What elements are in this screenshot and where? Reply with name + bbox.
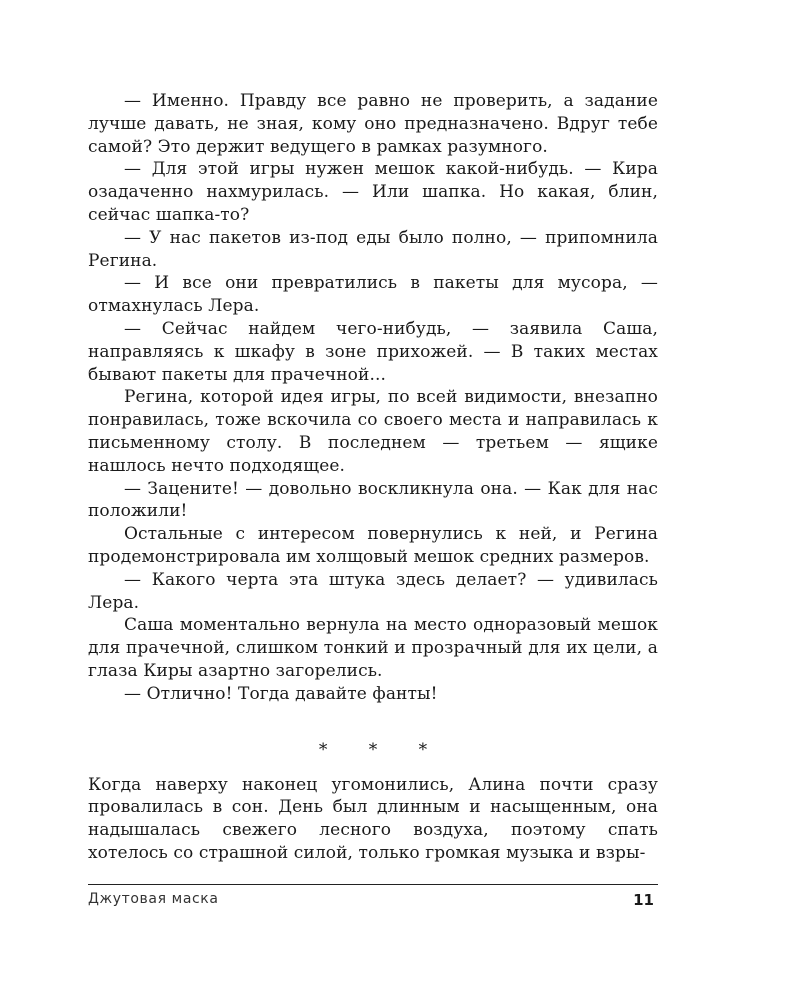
paragraph: Регина, которой идея игры, по всей видимости, внезапно понравилась, тоже вскочила со своего места и направилась к письменному столу. В последнем — третьем — ящике нашлось нечто подходящее. xyxy=(88,387,658,476)
paragraph: — И все они превратились в пакеты для мусора, — отмахнулась Лера. xyxy=(88,273,658,317)
paragraph: Когда наверху наконец угомонились, Алина почти сразу провалилась в сон. День был длинным и насыщенным, она надышалась свежего лесного воздуха, поэтому спать хотелось со страшной силой, только громкая музыка и взры- xyxy=(88,774,658,863)
page-body xyxy=(88,90,658,865)
section-separator: * * * xyxy=(318,739,446,760)
paragraph: — Зацените! — довольно воскликнула она. — Как для нас положили! xyxy=(88,478,658,522)
paragraph: — У нас пакетов из-под еды было полно, — припомнила Регина. xyxy=(88,227,658,271)
paragraph: — Именно. Правду все равно не проверить, а задание лучше давать, не зная, кому оно предназначено. Вдруг тебе самой? Это держит ведущего в рамках разумного. xyxy=(88,91,658,157)
paragraph: Саша моментально вернула на место одноразовый мешок для прачечной, слишком тонкий и прозрачный для их цели, а глаза Киры азартно загорелись. xyxy=(88,615,658,681)
paragraph: Остальные с интересом повернулись к ней, и Регина продемонстрировала им холщовый мешок средних размеров. xyxy=(88,524,658,567)
paragraph: — Для этой игры нужен мешок какой-нибудь. — Кира озадаченно нахмурилась. — Или шапка. Но какая, блин, сейчас шапка-то? xyxy=(88,159,658,225)
paragraph: — Отлично! Тогда давайте фанты! xyxy=(124,683,438,704)
paragraph: — Какого черта эта штука здесь делает? — удивилась Лера. xyxy=(88,569,658,613)
section-1 xyxy=(88,90,658,706)
section-2 xyxy=(88,774,658,865)
page-footer xyxy=(88,884,658,909)
running-title: Джутовая маска xyxy=(88,891,219,907)
page-number: 11 xyxy=(633,891,654,909)
paragraph: — Сейчас найдем чего-нибудь, — заявила Саша, направляясь к шкафу в зоне прихожей. — В таких местах бывают пакеты для прачечной... xyxy=(88,318,658,385)
